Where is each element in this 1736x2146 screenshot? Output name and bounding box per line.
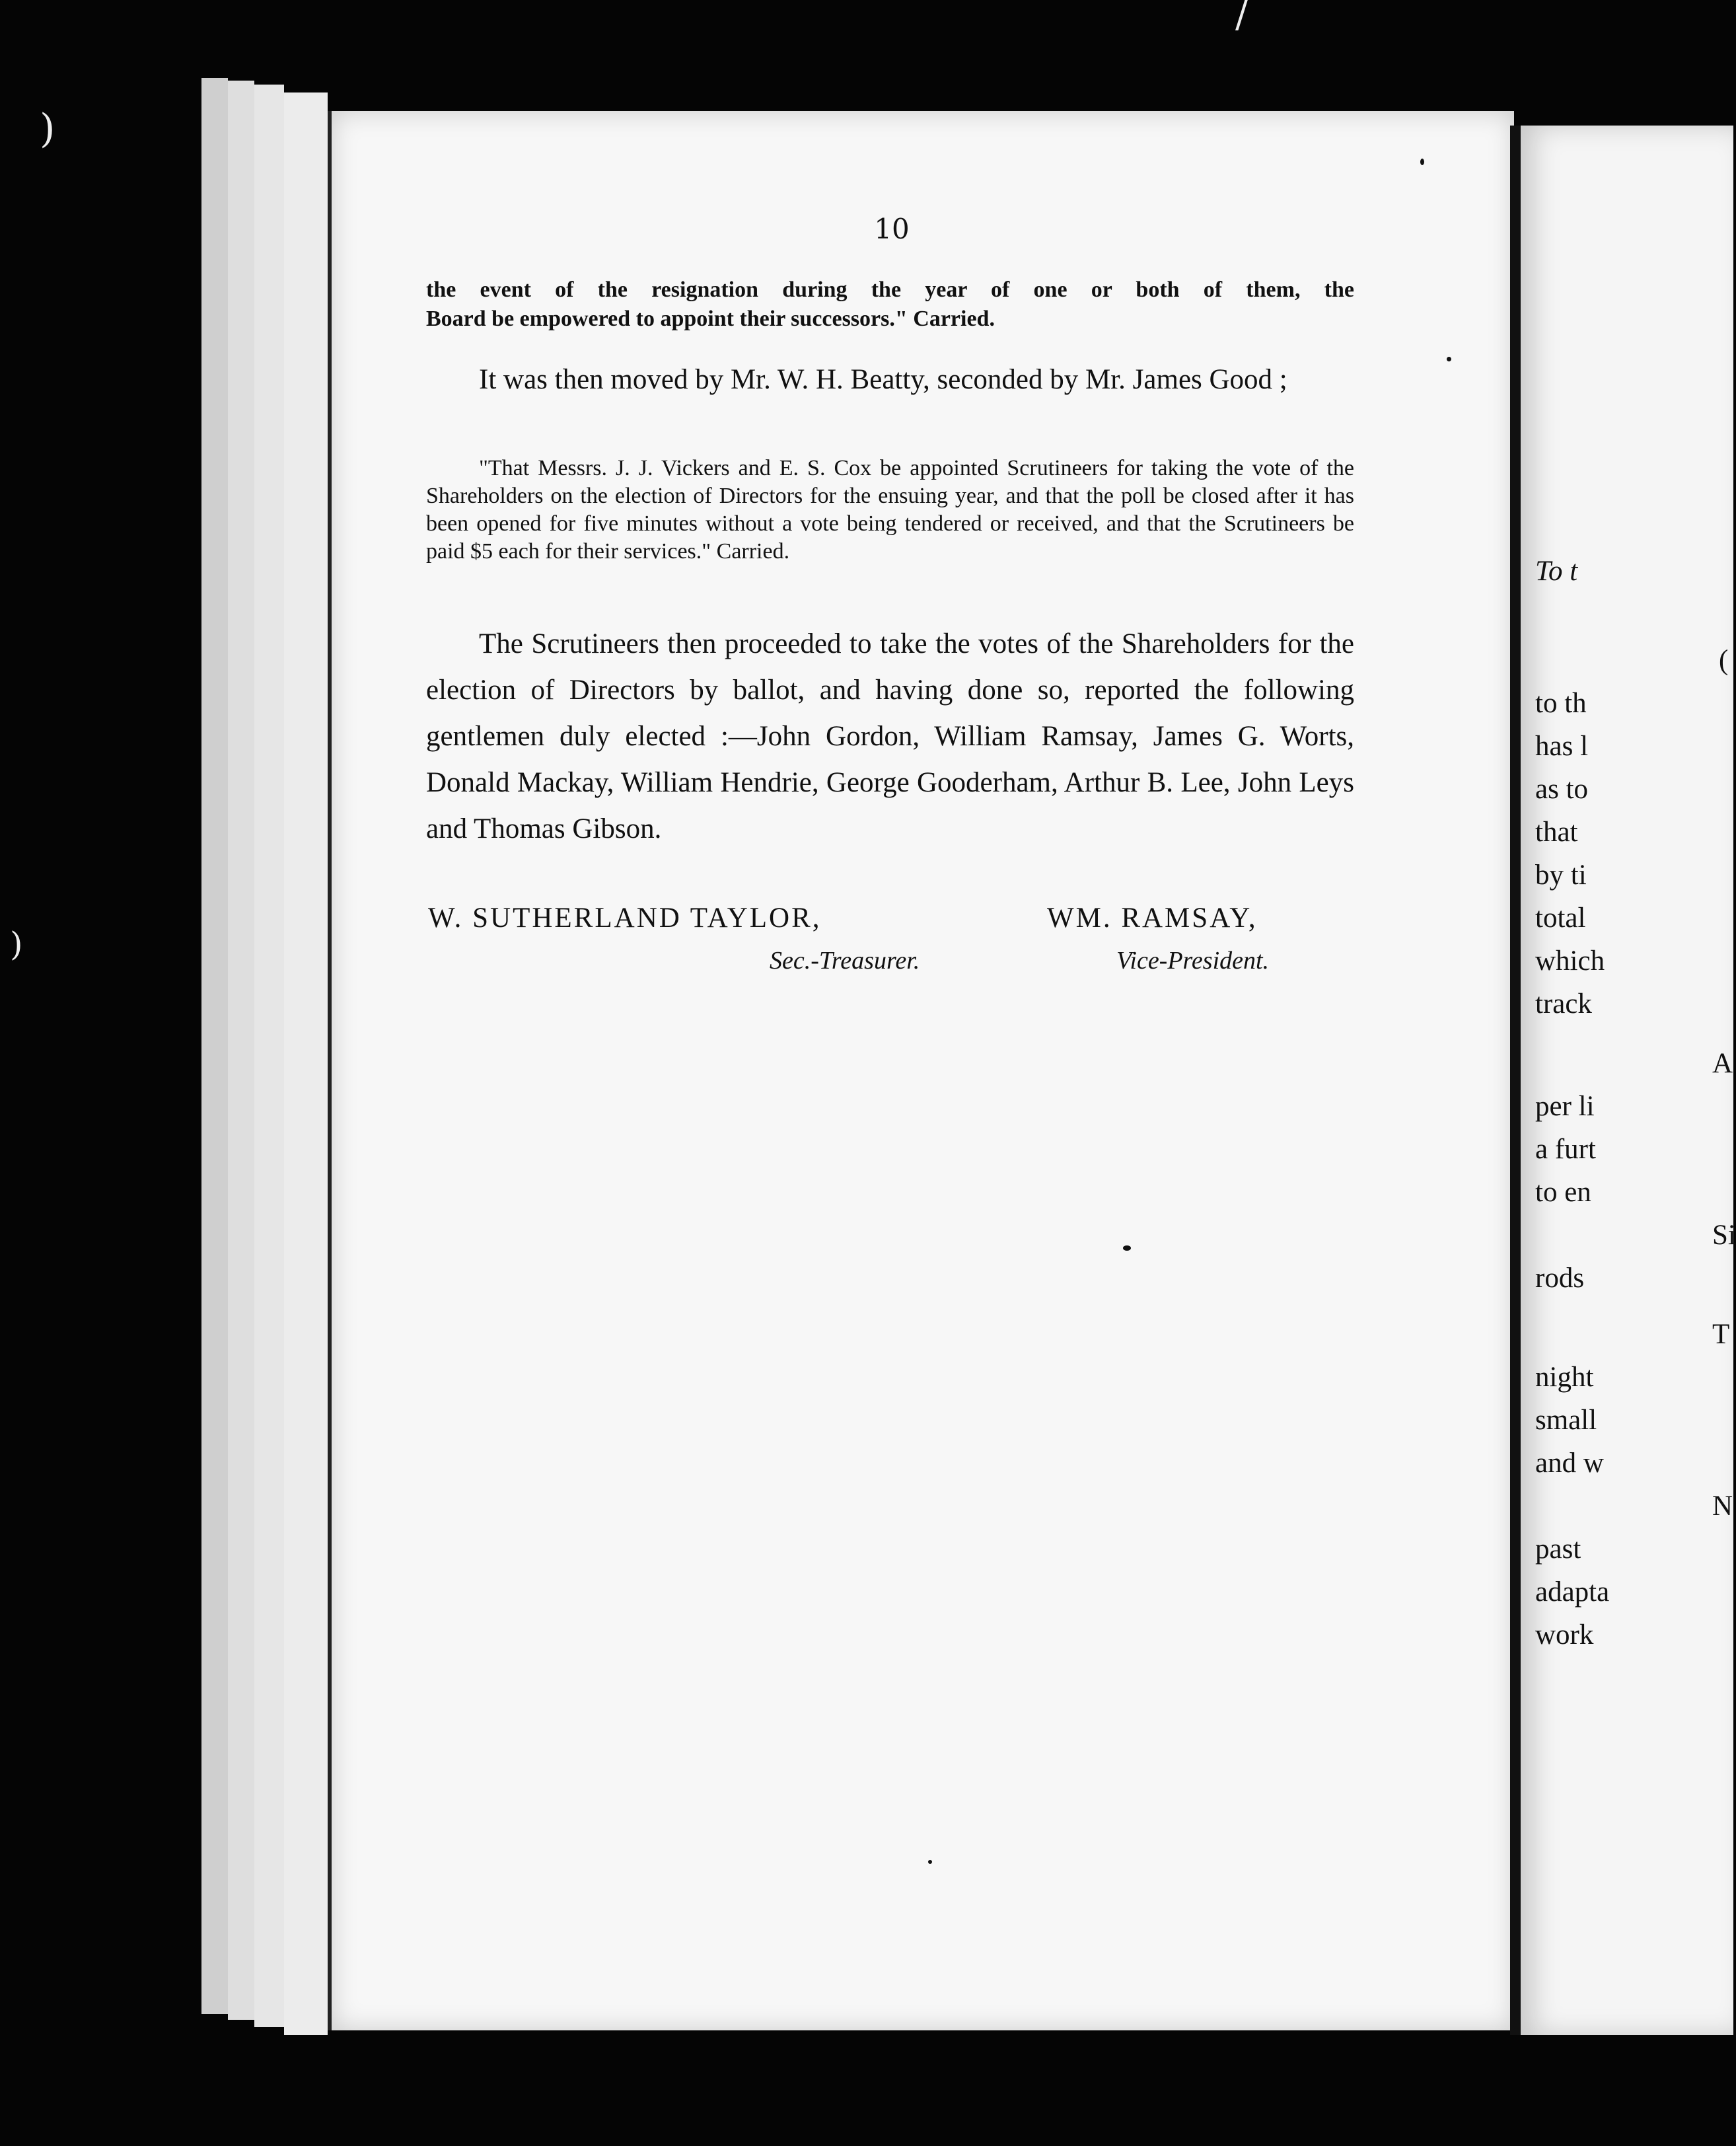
- paragraph-line: the event of the resignation during the year of one or both of them, the: [426, 278, 1354, 302]
- right-page-line: T: [1712, 1319, 1730, 1350]
- scan-mark: ): [10, 925, 23, 963]
- right-page-line: To t: [1535, 556, 1578, 587]
- right-page-line: to th: [1535, 688, 1587, 719]
- right-page-line: per li: [1535, 1091, 1595, 1122]
- right-page-line: past: [1535, 1534, 1581, 1565]
- right-page-line: work: [1535, 1619, 1594, 1650]
- right-page-line: total: [1535, 903, 1586, 934]
- right-page-line: that: [1535, 817, 1578, 848]
- scan-mark: ): [40, 106, 55, 152]
- right-page-line: rods: [1535, 1263, 1585, 1294]
- signature-title-right: Vice-President.: [1116, 947, 1270, 975]
- book-gutter: [1510, 126, 1521, 2035]
- right-page-line: Si: [1712, 1220, 1736, 1251]
- paragraph-line: Board be empowered to appoint their successors." Carried.: [426, 307, 995, 331]
- right-page-line: which: [1535, 945, 1605, 977]
- scan-mark: /: [1235, 0, 1248, 36]
- right-page-line: small: [1535, 1405, 1597, 1436]
- right-page-line: has l: [1535, 731, 1589, 762]
- signature-name-right: WM. RAMSAY,: [1047, 903, 1258, 934]
- right-page: [1521, 126, 1736, 2035]
- page-edge-stack: [284, 92, 328, 2035]
- scan-speck: [928, 1860, 932, 1864]
- signature-name-left: W. SUTHERLAND TAYLOR,: [428, 903, 822, 934]
- right-page-line: and w: [1535, 1448, 1604, 1479]
- right-page-line: a furt: [1535, 1134, 1596, 1165]
- scan-speck: [1447, 357, 1451, 361]
- resolution-paragraph: "That Messrs. J. J. Vickers and E. S. Cox be appointed Scrutineers for taking the vote of the Shareholders on the election of Directors for the ensuing year, and that the poll be closed after it has been opened for five minutes without a vote being tendered or received, and that the Scrutineers be paid $5 each for their services." Carried.: [426, 456, 1354, 564]
- right-page-line: as to: [1535, 774, 1589, 805]
- right-page-line: night: [1535, 1362, 1594, 1393]
- paragraph: It was then moved by Mr. W. H. Beatty, seconded by Mr. James Good ;: [479, 364, 1287, 395]
- paragraph: The Scrutineers then proceeded to take the votes of the Shareholders for the election of Directors by ballot, and having done so, reported the following gentlemen duly elected :—John Gordon, William Ramsay, James G. Worts, Donald Mackay, William Hendrie, George Gooderham, Arthur B. Lee, John Leys and Thomas Gibson.: [426, 628, 1354, 844]
- page-edge-stack: [201, 78, 228, 2014]
- right-page-line: track: [1535, 988, 1592, 1019]
- page-edge-stack: [254, 85, 284, 2027]
- right-page-line: to en: [1535, 1177, 1591, 1208]
- signature-title-left: Sec.-Treasurer.: [770, 947, 920, 975]
- right-page-line: adapta: [1535, 1576, 1610, 1608]
- page-number: 10: [874, 213, 910, 245]
- scan-speck: [1123, 1245, 1131, 1251]
- right-page-line: (: [1719, 645, 1729, 676]
- page-edge-stack: [228, 81, 254, 2020]
- right-page-line: by ti: [1535, 860, 1587, 891]
- scan-speck: [1420, 159, 1424, 165]
- right-page-line: N: [1712, 1491, 1733, 1522]
- right-page-line: A: [1712, 1048, 1733, 1079]
